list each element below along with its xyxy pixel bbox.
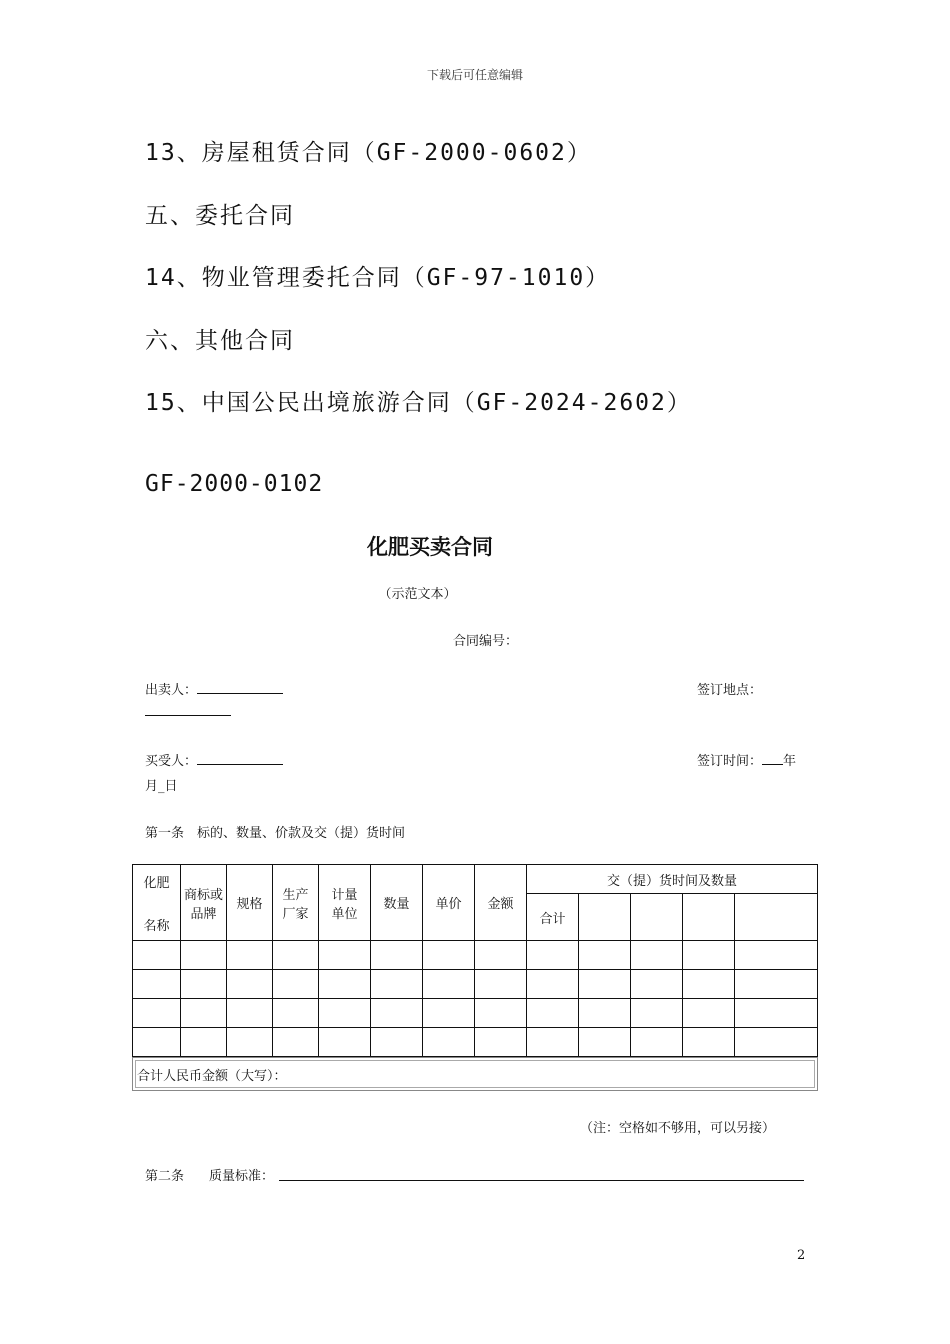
total-amount-row [132,1057,818,1091]
sign-time-year: 年 [783,754,797,769]
section-heading-6: 六、其他合同 [145,328,295,354]
sign-time-field [697,750,796,769]
section-heading-5: 五、委托合同 [145,203,295,229]
list-item-15: 15、中国公民出境旅游合同（GF-2024-2602） [145,390,692,416]
document-title: 化肥买卖合同 [367,535,493,559]
table-row [133,941,818,970]
table-row [133,1028,818,1057]
buyer-label: 买受人： [145,754,198,769]
header-subtotal: 合计 [527,894,579,941]
header-delivery-slot [683,894,735,941]
header-fertilizer-name-bottom: 名称 [143,918,170,934]
header-spec: 规格 [227,865,273,941]
seller-label: 出卖人： [145,683,198,698]
table-row [133,970,818,999]
quality-standard-blank [279,1180,804,1181]
buyer-blank [197,751,283,765]
header-fertilizer-name [133,865,181,941]
page-number: 2 [797,1248,806,1263]
header-delivery: 交（提）货时间及数量 [527,865,818,894]
page-header: 下载后可任意编辑 [426,68,523,82]
header-delivery-slot [631,894,683,941]
sign-year-blank [762,751,783,765]
article-2-text: 质量标准： [209,1169,275,1184]
header-quantity: 数量 [371,865,423,941]
header-delivery-slot [735,894,818,941]
total-amount-label: 合计人民币金额（大写）： [137,1069,287,1084]
seller-field [145,679,283,698]
goods-table [132,864,818,1057]
header-delivery-slot [579,894,631,941]
header-brand: 商标或品牌 [181,865,227,941]
header-fertilizer-name-top: 化肥 [143,875,170,891]
sign-time-label: 签订时间： [697,754,763,769]
article-2-label: 第二条 [145,1169,185,1184]
contract-number-label: 合同编号： [453,634,519,649]
sign-place-label: 签订地点： [697,683,763,698]
article-1-heading: 第一条 标的、数量、价款及交（提）货时间 [145,826,406,841]
sign-place-blank [145,715,231,716]
header-unit-price: 单价 [423,865,475,941]
header-manufacturer: 生产厂家 [273,865,319,941]
header-amount: 金额 [475,865,527,941]
seller-blank [197,680,283,694]
list-item-14: 14、物业管理委托合同（GF-97-1010） [145,265,611,291]
header-unit: 计量单位 [319,865,371,941]
sign-time-rest: 月_日 [145,779,178,794]
document-subtitle: （示范文本） [378,587,457,602]
list-item-13: 13、房屋租赁合同（GF-2000-0602） [145,140,592,166]
table-note: （注：空格如不够用，可以另接） [580,1121,776,1136]
contract-code: GF-2000-0102 [145,471,324,497]
buyer-field [145,750,283,769]
table-row [133,999,818,1028]
